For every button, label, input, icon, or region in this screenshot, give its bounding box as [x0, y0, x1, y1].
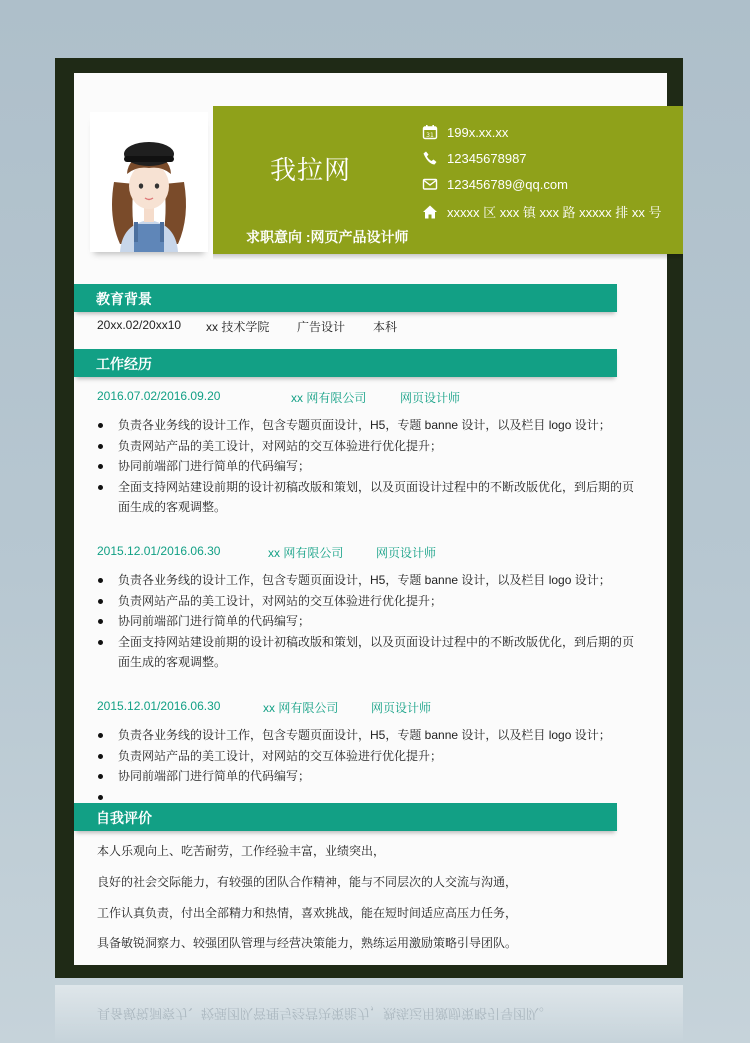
education-school: xx 技术学院 [206, 320, 270, 334]
job-duties [96, 570, 638, 673]
section-title: 工作经历 [96, 356, 152, 372]
list-item: 负责网站产品的美工设计，对网站的交互体验进行优化提升； [96, 591, 638, 612]
list-item: 负责各业务线的设计工作，包含专题页面设计，H5，专题 banne 设计，以及栏目 logo 设计； [96, 725, 638, 746]
email-text: 123456789@qq.com [447, 176, 568, 192]
job-period: 2015.12.01/2016.06.30 [97, 544, 221, 558]
phone-text: 12345678987 [447, 150, 527, 166]
education-degree: 本科 [373, 320, 398, 334]
job-duties [96, 725, 638, 807]
mail-icon [422, 176, 438, 192]
section-self-eval [74, 803, 617, 831]
calendar-icon [422, 124, 438, 140]
job-duties [96, 415, 638, 518]
section-work [74, 349, 617, 377]
list-item: 全面支持网站建设前期的设计初稿改版和策划，以及页面设计过程中的不断改版优化，到后期的页面生成的客观调整。 [96, 632, 638, 673]
address-text: xxxxx 区 xxx 镇 xxx 路 xxxxx 排 xx 号 [447, 205, 662, 220]
list-item: 协同前端部门进行简单的代码编写； [96, 611, 638, 632]
list-item: 负责各业务线的设计工作，包含专题页面设计，H5，专题 banne 设计，以及栏目 logo 设计； [96, 415, 638, 436]
reflection-text: 具备敏锐洞察力、较强团队管理与经营决策能力，熟练运用激励策略引导团队。 [97, 1006, 553, 1021]
eval-line: 工作认真负责，付出全部精力和热情，喜欢挑战，能在短时间适应高压力任务， [97, 906, 518, 920]
eval-line: 本人乐观向上、吃苦耐劳，工作经验丰富，业绩突出， [97, 844, 386, 858]
job-period: 2015.12.01/2016.06.30 [97, 699, 221, 713]
phone-icon [422, 150, 438, 166]
job-position: 网页设计师 [376, 546, 437, 560]
job-period: 2016.07.02/2016.09.20 [97, 389, 221, 403]
svg-text:31: 31 [426, 132, 434, 139]
avatar [90, 112, 208, 252]
home-icon [422, 204, 438, 220]
contact-phone [422, 150, 527, 166]
contact-email [422, 176, 568, 192]
education-period: 20xx.02/20xx10 [97, 318, 182, 332]
contact-birthdate [422, 124, 508, 140]
eval-line: 具备敏锐洞察力、较强团队管理与经营决策能力，熟练运用激励策略引导团队。 [97, 936, 518, 950]
section-title: 教育背景 [96, 291, 152, 307]
birthdate-text: 199x.xx.xx [447, 124, 509, 140]
section-title: 自我评价 [96, 810, 152, 826]
list-item: 协同前端部门进行简单的代码编写； [96, 766, 638, 787]
list-item: 负责网站产品的美工设计，对网站的交互体验进行优化提升； [96, 436, 638, 457]
list-item: 协同前端部门进行简单的代码编写； [96, 456, 638, 477]
job-company: xx 网有限公司 [291, 391, 367, 405]
contact-address [422, 202, 662, 221]
page-reflection [55, 985, 683, 1043]
job-intent: 求职意向 :网页产品设计师 [246, 229, 409, 245]
list-item: 负责各业务线的设计工作，包含专题页面设计，H5，专题 banne 设计，以及栏目 logo 设计； [96, 570, 638, 591]
section-education [74, 284, 617, 312]
job-position: 网页设计师 [371, 701, 432, 715]
list-item: 负责网站产品的美工设计，对网站的交互体验进行优化提升； [96, 746, 638, 767]
education-major: 广告设计 [297, 320, 346, 334]
list-item: 全面支持网站建设前期的设计初稿改版和策划，以及页面设计过程中的不断改版优化，到后期的页面生成的客观调整。 [96, 477, 638, 518]
job-company: xx 网有限公司 [263, 701, 339, 715]
candidate-name: 我拉网 [270, 155, 352, 185]
job-position: 网页设计师 [400, 391, 461, 405]
avatar-illustration [90, 112, 208, 252]
eval-line: 良好的社会交际能力，有较强的团队合作精神，能与不同层次的人交流与沟通， [97, 875, 518, 889]
job-company: xx 网有限公司 [268, 546, 344, 560]
